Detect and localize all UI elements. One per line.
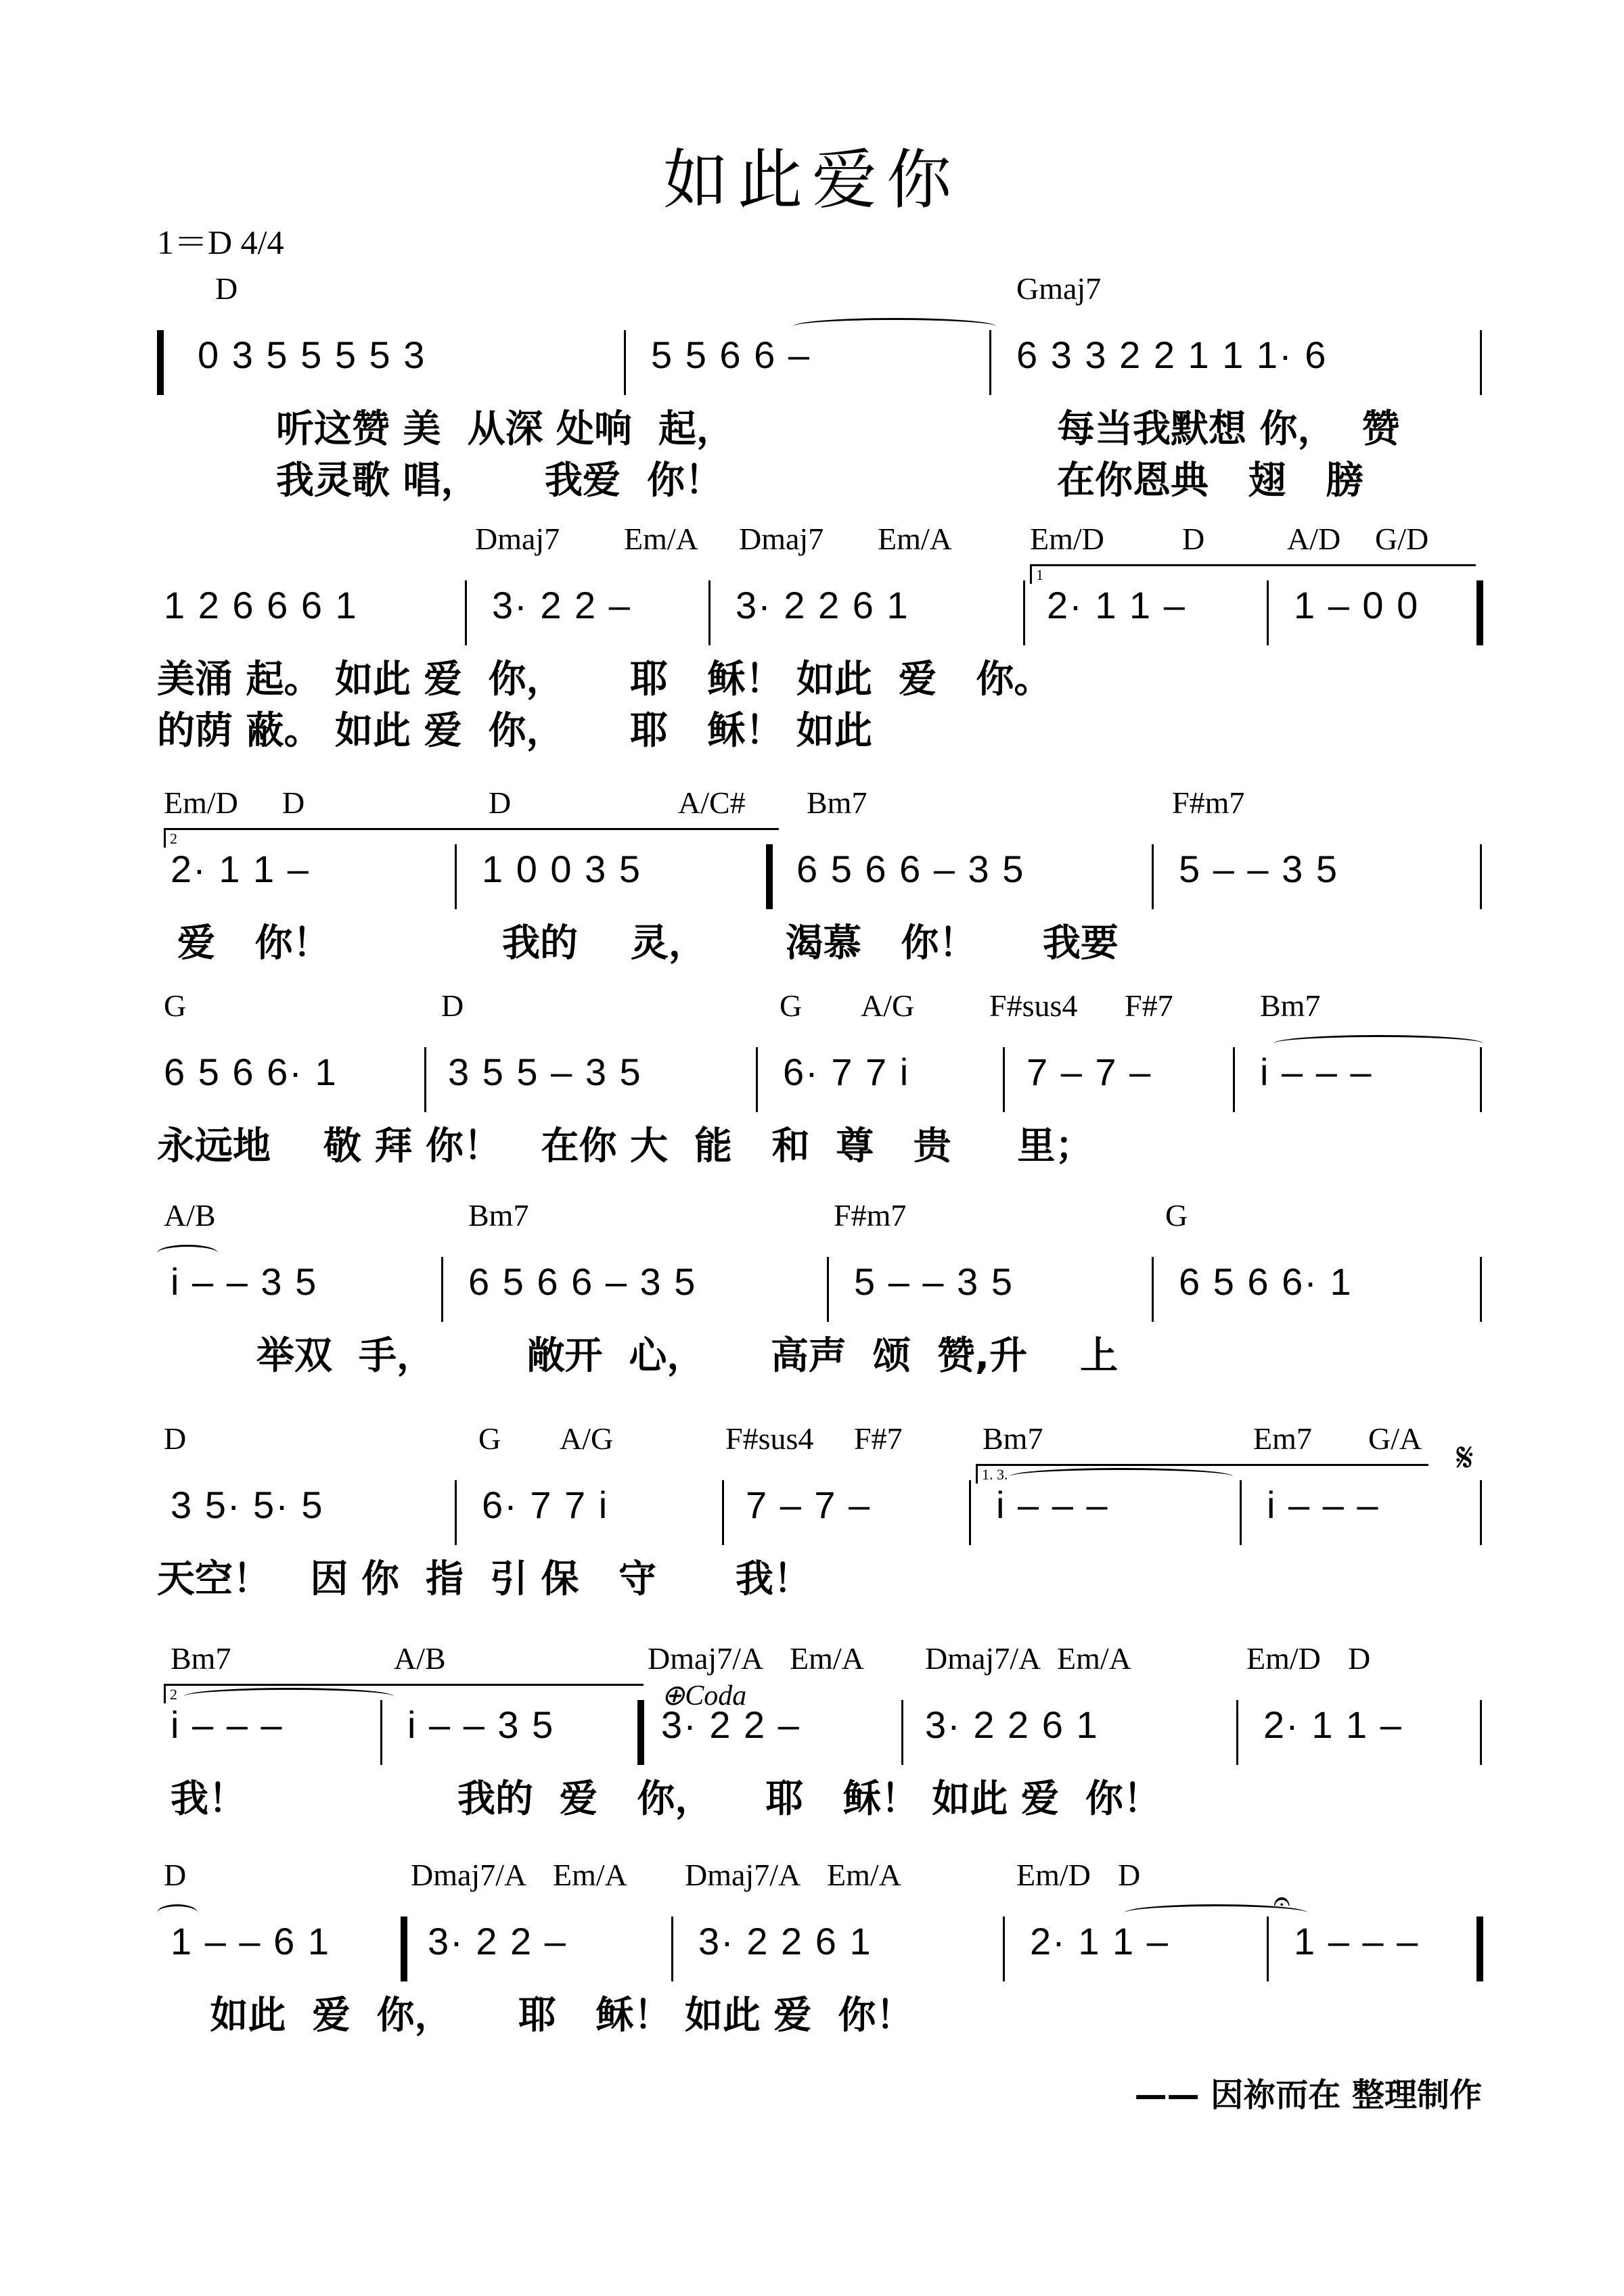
volta-bracket: 2 bbox=[164, 1684, 644, 1703]
measure: 2· 1 1 – bbox=[1047, 584, 1186, 626]
measure: 3· 2 2 – bbox=[661, 1703, 800, 1746]
chord-label: G bbox=[478, 1421, 501, 1456]
system-4 bbox=[157, 988, 1483, 1168]
chord-label: Em/A bbox=[553, 1858, 627, 1892]
chord-label: G/A bbox=[1368, 1421, 1422, 1456]
lyric-line-1 bbox=[157, 1326, 1483, 1377]
lyric-text: 举双 手， 敞开 心， 高声 颂 赞,升 上 bbox=[177, 1334, 1119, 1378]
measure: 6 3 3 2 2 1 1 1· 6 bbox=[1016, 334, 1328, 376]
measure: 2· 1 1 – bbox=[1263, 1703, 1403, 1746]
chord-label: Bm7 bbox=[983, 1421, 1043, 1456]
measure: i – – – bbox=[1267, 1484, 1380, 1526]
measure: 5 – – 3 5 bbox=[1179, 848, 1338, 890]
lyric-text: 每当我默想 你， 赞 bbox=[1057, 407, 1400, 451]
chord-label: Em/D bbox=[1246, 1641, 1321, 1676]
lyric-line-1 bbox=[157, 649, 1483, 701]
song-title: 如此爱你 bbox=[663, 142, 961, 218]
chord-label: G/D bbox=[1375, 522, 1429, 556]
system-8 bbox=[157, 1857, 1483, 2037]
measure: 1 – – – bbox=[1294, 1920, 1420, 1962]
measure: 1 – – 6 1 bbox=[171, 1920, 330, 1962]
lyric-text: 爱 你！ 我的 灵， 渴慕 你！ 我要 bbox=[177, 921, 1119, 965]
lyric-text: 我！ 我的 爱 你， 耶 稣！ 如此 爱 你！ bbox=[171, 1777, 1161, 1821]
volta-bracket: 2 bbox=[164, 828, 779, 848]
chord-label: A/B bbox=[164, 1198, 216, 1233]
lyric-line-2 bbox=[157, 451, 1483, 502]
measure: 6 5 6 6· 1 bbox=[1179, 1260, 1353, 1303]
lyric-text: 的荫 蔽。 如此 爱 你， 耶 稣！ 如此 bbox=[157, 709, 872, 753]
measure: 0 3 5 5 5 5 3 bbox=[198, 334, 426, 376]
chord-label: Em/A bbox=[624, 522, 698, 556]
chord-label: Bm7 bbox=[171, 1641, 231, 1676]
lyric-line-1 bbox=[157, 1985, 1483, 2037]
chord-label: Dmaj7 bbox=[739, 522, 824, 556]
arranger-credit: —— 因祢而在 整理制作 bbox=[1134, 2076, 1482, 2114]
chord-label: Em/D bbox=[164, 785, 238, 820]
chord-label: F#sus4 bbox=[989, 988, 1078, 1023]
chord-label: Dmaj7 bbox=[475, 522, 560, 556]
chord-label: A/C# bbox=[678, 785, 746, 820]
chord-label: D bbox=[1348, 1641, 1371, 1676]
measure: 2· 1 1 – bbox=[1030, 1920, 1169, 1962]
measure: 3· 2 2 6 1 bbox=[925, 1703, 1099, 1746]
measure: 3· 2 2 – bbox=[492, 584, 631, 626]
measure: 1 2 6 6 6 1 bbox=[164, 584, 358, 626]
slur bbox=[1010, 1468, 1233, 1485]
slur bbox=[184, 1688, 394, 1705]
measure: 7 – 7 – bbox=[1027, 1051, 1152, 1093]
chord-label: D bbox=[215, 271, 238, 306]
chord-label: A/G bbox=[560, 1421, 614, 1456]
chord-label: Dmaj7/A bbox=[411, 1858, 527, 1892]
measure: i – – – bbox=[1260, 1051, 1373, 1093]
lyric-text: 如此 爱 你， 耶 稣！ 如此 爱 你！ bbox=[171, 1994, 914, 2038]
measure: 3· 2 2 6 1 bbox=[698, 1920, 872, 1962]
measure: 3· 2 2 – bbox=[428, 1920, 567, 1962]
chord-label: G bbox=[780, 988, 803, 1023]
chord-label: F#m7 bbox=[834, 1198, 907, 1233]
measure: 5 5 6 6 – bbox=[651, 334, 811, 376]
key-signature: 1＝D 4/4 bbox=[157, 223, 284, 261]
segno-icon: 𝄋 bbox=[1456, 1434, 1474, 1482]
chord-label: D bbox=[441, 988, 464, 1023]
chord-label: D bbox=[164, 1858, 187, 1892]
lyric-text: 我灵歌 唱， 我爱 你！ bbox=[276, 459, 723, 503]
chord-label: Dmaj7/A bbox=[925, 1641, 1041, 1676]
measure: i – – 3 5 bbox=[407, 1703, 555, 1746]
measure: i – – – bbox=[996, 1484, 1109, 1526]
lyric-line-1 bbox=[157, 1116, 1483, 1168]
chord-label: A/D bbox=[1287, 522, 1341, 556]
measure: 7 – 7 – bbox=[746, 1484, 872, 1526]
chord-label: Bm7 bbox=[807, 785, 867, 820]
chord-label: D bbox=[1118, 1858, 1141, 1892]
lyric-line-2 bbox=[157, 701, 1483, 752]
system-2 bbox=[157, 521, 1483, 752]
lyric-line-1 bbox=[157, 913, 1483, 965]
volta-bracket: 1 bbox=[1030, 564, 1476, 584]
chord-label: Em/A bbox=[878, 522, 952, 556]
measure: 3 5· 5· 5 bbox=[171, 1484, 324, 1526]
volta-bracket: 1. 3. bbox=[976, 1464, 1428, 1484]
chord-label: Dmaj7/A bbox=[685, 1858, 801, 1892]
chord-label: Em/A bbox=[827, 1858, 901, 1892]
coda-marker: ⊕Coda bbox=[661, 1680, 747, 1712]
measure: i – – 3 5 bbox=[171, 1260, 318, 1303]
measure: 3· 2 2 6 1 bbox=[736, 584, 909, 626]
chord-label: G bbox=[1165, 1198, 1188, 1233]
measure: 6 5 6 6 – 3 5 bbox=[796, 848, 1025, 890]
slur bbox=[793, 318, 996, 335]
measure: 2· 1 1 – bbox=[171, 848, 310, 890]
chord-label: F#7 bbox=[1125, 988, 1173, 1023]
chord-label: D bbox=[164, 1421, 187, 1456]
chord-label: A/G bbox=[861, 988, 915, 1023]
measure: 5 – – 3 5 bbox=[854, 1260, 1014, 1303]
lyric-text: 听这赞 美 从深 处响 起， bbox=[276, 407, 734, 451]
lyric-text: 永远地 敬 拜 你！ 在你 大 能 和 尊 贵 里； bbox=[157, 1124, 1093, 1168]
chord-label: Em7 bbox=[1253, 1421, 1312, 1456]
lyric-line-1 bbox=[157, 1549, 1483, 1601]
chord-label: D bbox=[282, 785, 305, 820]
lyric-line-1 bbox=[157, 399, 1483, 451]
chord-label: Dmaj7/A bbox=[648, 1641, 764, 1676]
measure: 1 0 0 3 5 bbox=[482, 848, 641, 890]
chord-label: Em/D bbox=[1016, 1858, 1091, 1892]
lyric-text: 美涌 起。 如此 爱 你， 耶 稣！ 如此 爱 你。 bbox=[157, 658, 1052, 702]
chord-label: Em/A bbox=[790, 1641, 864, 1676]
measure: 6 5 6 6 – 3 5 bbox=[468, 1260, 697, 1303]
slur bbox=[1273, 1035, 1483, 1052]
lyric-text: 在你恩典 翅 膀 bbox=[1057, 459, 1363, 503]
measure: 6· 7 7 i bbox=[783, 1051, 910, 1093]
chord-label: Bm7 bbox=[468, 1198, 529, 1233]
lyric-text: 天空！ 因 你 指 引 保 守 我！ bbox=[157, 1557, 811, 1601]
lyric-line-1 bbox=[157, 1769, 1483, 1820]
measure: 6· 7 7 i bbox=[482, 1484, 609, 1526]
chord-label: Bm7 bbox=[1260, 988, 1321, 1023]
coda-label: Coda bbox=[685, 1680, 747, 1712]
chord-label: G bbox=[164, 988, 187, 1023]
chord-label: Em/D bbox=[1030, 522, 1104, 556]
chord-label: F#sus4 bbox=[725, 1421, 814, 1456]
chord-label: F#m7 bbox=[1172, 785, 1245, 820]
system-1 bbox=[157, 271, 1483, 502]
system-5 bbox=[157, 1197, 1483, 1377]
system-3 bbox=[157, 785, 1483, 965]
chord-label: D bbox=[1182, 522, 1205, 556]
measure: i – – – bbox=[171, 1703, 284, 1746]
chord-label: F#7 bbox=[854, 1421, 903, 1456]
measure: 3 5 5 – 3 5 bbox=[448, 1051, 642, 1093]
measure: 1 – 0 0 bbox=[1294, 584, 1420, 626]
slur bbox=[1125, 1904, 1307, 1921]
measure: 6 5 6 6· 1 bbox=[164, 1051, 338, 1093]
system-7 bbox=[157, 1640, 1483, 1820]
chord-label: Gmaj7 bbox=[1016, 271, 1102, 306]
chord-label: Em/A bbox=[1057, 1641, 1131, 1676]
fermata-icon: 𝄐 bbox=[1273, 1884, 1290, 1919]
chord-label: D bbox=[489, 785, 512, 820]
system-6 bbox=[157, 1421, 1483, 1601]
chord-label: A/B bbox=[394, 1641, 446, 1676]
